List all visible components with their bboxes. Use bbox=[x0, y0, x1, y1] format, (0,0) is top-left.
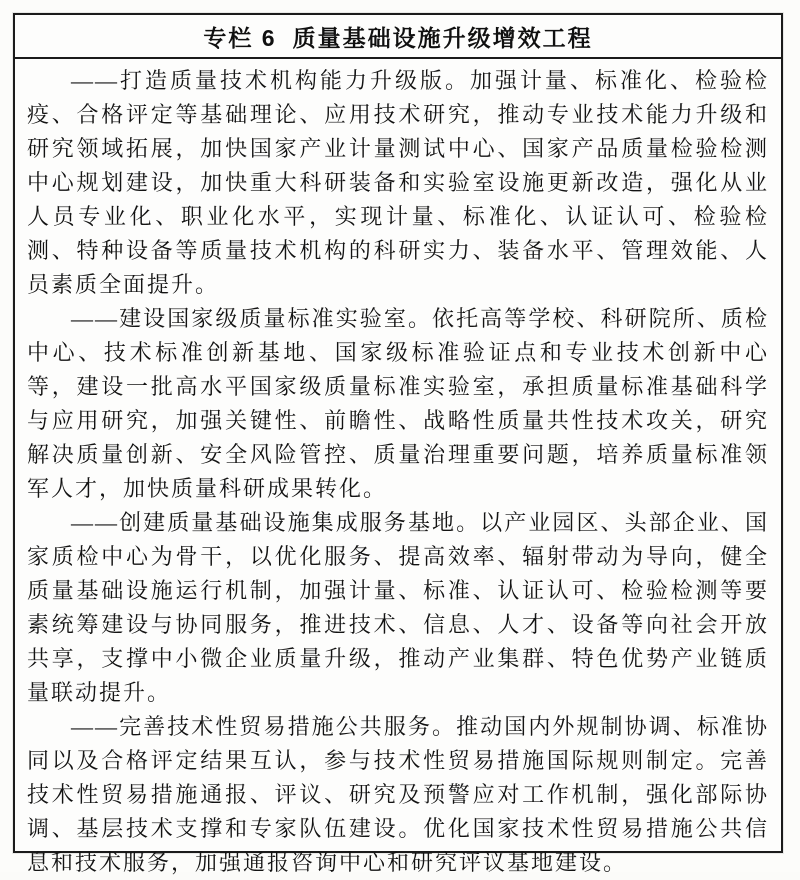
paragraph: ——建设国家级质量标准实验室。依托高等学校、科研院所、质检中心、技术标准创新基地、国家级标准验证点和专业技术创新中心等，建设一批高水平国家级质量标准实验室，承担质量标准基础科学与应用研究，加强关键性、前瞻性、战略性质量共性技术攻关，研究解决质量创新、安全风险管控、质量治理重要问题，培养质量标准领军人才，加快质量科研成果转化。 bbox=[27, 306, 769, 501]
panel-title: 质量基础设施升级增效工程 bbox=[292, 24, 593, 51]
paragraph: ——打造质量技术机构能力升级版。加强计量、标准化、检验检疫、合格评定等基础理论、应用技术研究，推动专业技术能力升级和研究领域拓展，加快国家产业计量测试中心、国家产品质量检验检测中心规划建设，加快重大科研装备和实验室设施更新改造，强化从业人员专业化、职业化水平，实现计量、标准化、认证认可、检验检测、特种设备等质量技术机构的科研实力、装备水平、管理效能、人员素质全面提升。 bbox=[27, 68, 769, 297]
paragraph: ——创建质量基础设施集成服务基地。以产业园区、头部企业、国家质检中心为骨干，以优化服务、提高效率、辐射带动为导向，健全质量基础设施运行机制，加强计量、标准、认证认可、检验检测等要素统筹建设与协同服务，推进技术、信息、人才、设备等向社会开放共享，支撑中小微企业质量升级，推动产业集群、特色优势产业链质量联动提升。 bbox=[27, 510, 769, 705]
paragraph: ——完善技术性贸易措施公共服务。推动国内外规制协调、标准协同以及合格评定结果互认，参与技术性贸易措施国际规则制定。完善技术性贸易措施通报、评议、研究及预警应对工作机制，强化部际协调、基层技术支撑和专家队伍建设。优化国家技术性贸易措施公共信息和技术服务，加强通报咨询中心和研究评议基地建设。 bbox=[27, 714, 769, 875]
panel-body bbox=[15, 59, 781, 880]
panel-box bbox=[13, 13, 783, 875]
panel-label: 专栏 6 bbox=[203, 24, 277, 51]
panel-header bbox=[15, 15, 781, 59]
